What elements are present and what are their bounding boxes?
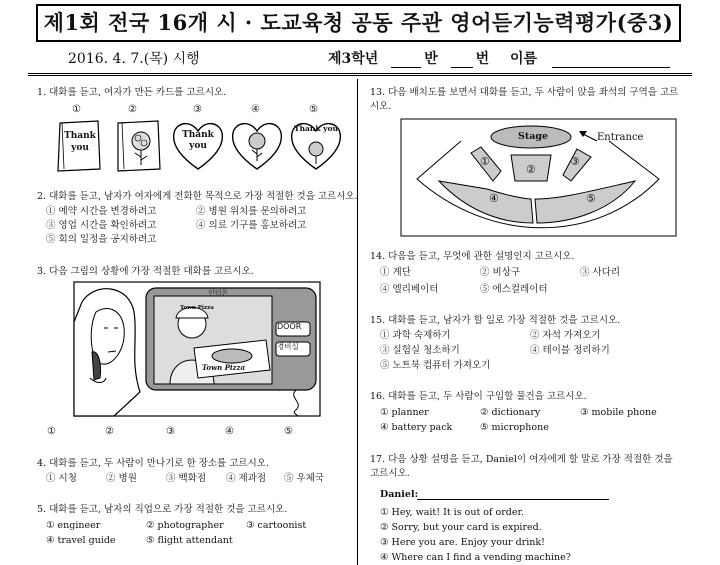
seating-section-2[interactable]: ② [526, 163, 536, 176]
seating-section-3[interactable]: ③ [570, 155, 580, 168]
q15-stem: 15. 대화를 듣고, 남자가 할 일로 가장 적절한 것을 고르시오. [370, 315, 621, 326]
exam-date: 2016. 4. 7.(목) 시행 [68, 51, 200, 67]
q4-option-4[interactable]: ④ 제과점 [226, 473, 267, 484]
q1-stem: 1. 대화를 듣고, 여자가 만든 카드를 고르시오. [37, 87, 227, 98]
pizza-box-label: Town Pizza [202, 363, 246, 372]
header-rule [28, 73, 692, 76]
q1-choice-2[interactable]: ② [128, 104, 137, 115]
intercom-screen-title: 인터폰 [208, 289, 229, 297]
q2-option-2[interactable]: ② 병원 위치를 문의하려고 [196, 206, 307, 217]
q5-option-4[interactable]: ④ travel guide [46, 535, 116, 546]
q16-stem: 16. 대화를 듣고, 두 사람이 구입할 물건을 고르시오. [370, 391, 587, 402]
seating-section-5[interactable]: ⑤ [586, 192, 596, 205]
q14-option-3[interactable]: ③ 사다리 [580, 267, 621, 278]
q5-option-2[interactable]: ② photographer [146, 520, 224, 531]
q4-option-2[interactable]: ② 병원 [106, 473, 137, 484]
intercom-door-button: DOOR [277, 322, 302, 331]
q17-stem-line1: 17. 다음 상황 설명을 듣고, Daniel이 여자에게 할 말로 가장 적절한 것을 [370, 454, 673, 465]
q2-option-5[interactable]: ⑤ 회의 일정을 공지하려고 [46, 234, 157, 245]
seating-section-1[interactable]: ① [480, 155, 490, 168]
number-label: 번 [475, 51, 490, 67]
q2-option-3[interactable]: ③ 영업 시간을 확인하려고 [46, 220, 157, 231]
q16-option-2[interactable]: ② dictionary [480, 407, 541, 418]
intercom-guard-button: 경비실 [277, 342, 299, 351]
q17-option-3[interactable]: ③ Here you are. Enjoy your drink! [380, 537, 545, 548]
card1-text: Thank you [64, 131, 96, 153]
q14-option-5[interactable]: ⑤ 에스컬레이터 [480, 284, 548, 295]
q15-option-3[interactable]: ③ 실험실 청소하기 [380, 345, 460, 356]
name-blank[interactable] [552, 53, 670, 68]
seating-section-4[interactable]: ④ [489, 192, 499, 205]
exam-title: 제1회 전국 16개 시 · 도교육청 공동 주관 영어듣기능력평가(중3) [36, 4, 681, 42]
q15-option-5[interactable]: ⑤ 노트북 컴퓨터 가져오기 [380, 360, 491, 371]
q4-option-5[interactable]: ⑤ 우체국 [284, 473, 325, 484]
number-blank[interactable] [451, 53, 473, 68]
q5-option-5[interactable]: ⑤ flight attendant [146, 535, 233, 546]
q3-choice-1[interactable]: ① [47, 426, 56, 437]
seating-entrance-label: Entrance [597, 132, 644, 143]
card-carnation-image [114, 119, 164, 173]
cap-label: Town Pizza [180, 305, 214, 311]
q16-option-1[interactable]: ① planner [380, 407, 429, 418]
student-info [328, 48, 673, 68]
q16-option-4[interactable]: ④ battery pack [380, 422, 453, 433]
q2-option-4[interactable]: ④ 의료 기구를 홍보하려고 [196, 220, 307, 231]
column-divider [357, 79, 358, 565]
q17-speaker-label: Daniel: [380, 489, 419, 500]
q17-option-1[interactable]: ① Hey, wait! It is out of order. [380, 507, 525, 518]
seating-stage-label: Stage [518, 131, 549, 142]
card5-text: Thank you [294, 124, 338, 133]
q3-choice-3[interactable]: ③ [166, 426, 175, 437]
q4-option-3[interactable]: ③ 백화점 [166, 473, 207, 484]
q1-choice-1[interactable]: ① [72, 104, 81, 115]
q4-option-1[interactable]: ① 시청 [46, 473, 77, 484]
q2-stem: 2. 대화를 듣고, 남자가 여자에게 전화한 목적으로 가장 적절한 것을 고르시오. [37, 191, 358, 202]
q5-option-3[interactable]: ③ cartoonist [246, 520, 307, 531]
q3-choice-2[interactable]: ② [105, 426, 114, 437]
q17-answer-line[interactable] [417, 499, 609, 500]
q3-choice-5[interactable]: ⑤ [284, 426, 293, 437]
q3-stem: 3. 다음 그림의 상황에 가장 적절한 대화를 고르시오. [37, 266, 254, 277]
q5-stem: 5. 대화를 듣고, 남자의 직업으로 가장 적절한 것을 고르시오. [37, 504, 288, 515]
q13-stem-line1: 13. 다음 배치도를 보면서 대화를 듣고, 두 사람이 앉을 좌석의 구역을 고르 [370, 87, 679, 98]
grade-label: 제3학년 [328, 51, 379, 67]
q1-choice-5[interactable]: ⑤ [309, 104, 318, 115]
q15-option-2[interactable]: ② 자석 가져오기 [530, 330, 601, 341]
name-label: 이름 [510, 51, 538, 67]
q5-option-1[interactable]: ① engineer [46, 520, 101, 531]
q17-option-4[interactable]: ④ Where can I find a vending machine? [380, 552, 571, 563]
q14-option-1[interactable]: ① 계단 [380, 267, 411, 278]
card3-text: Thank you [182, 130, 214, 151]
card-heart-carnation-image [229, 117, 285, 173]
q4-stem: 4. 대화를 듣고, 두 사람이 만나기로 한 장소를 고르시오. [37, 458, 269, 469]
class-blank[interactable] [391, 53, 421, 68]
q16-option-5[interactable]: ⑤ microphone [480, 422, 549, 433]
q14-option-2[interactable]: ② 비상구 [480, 267, 521, 278]
q2-option-1[interactable]: ① 예약 시간을 변경하려고 [46, 206, 157, 217]
q14-stem: 14. 다음을 듣고, 무엇에 관한 설명인지 고르시오. [370, 251, 575, 262]
q1-choice-4[interactable]: ④ [251, 104, 260, 115]
q17-option-2[interactable]: ② Sorry, but your card is expired. [380, 522, 542, 533]
q17-stem-line2: 고르시오. [370, 468, 410, 479]
class-label: 반 [424, 51, 438, 67]
q16-option-3[interactable]: ③ mobile phone [580, 407, 657, 418]
q1-choice-3[interactable]: ③ [193, 104, 202, 115]
q14-option-4[interactable]: ④ 엘리베이터 [380, 284, 439, 295]
q13-stem-line2: 시오. [370, 101, 392, 112]
q15-option-1[interactable]: ① 과학 숙제하기 [380, 330, 451, 341]
q15-option-4[interactable]: ④ 테이블 정리하기 [530, 345, 610, 356]
q3-choice-4[interactable]: ④ [225, 426, 234, 437]
